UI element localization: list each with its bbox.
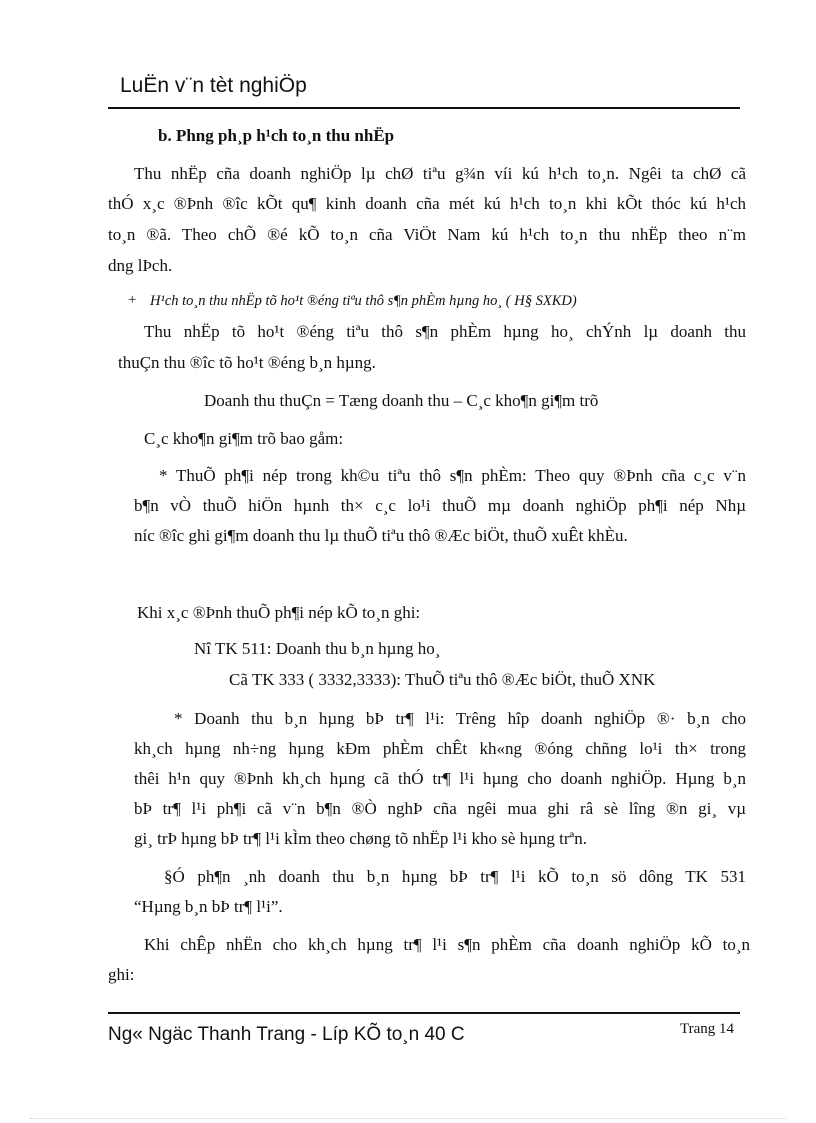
paragraph-line: §Ó ph¶n ¸nh doanh thu b¸n hµng bÞ tr¶ l¹i kÕ to¸n sö dông TK 531 <box>164 867 746 886</box>
running-header-title: LuËn v¨n tèt nghiÖp <box>120 74 307 97</box>
header-rule <box>108 107 740 109</box>
bullet-marker: + <box>128 292 137 308</box>
paragraph-line: thuÇn thu ®îc tõ ho¹t ®éng b¸n hµng. <box>118 353 376 372</box>
paragraph-line: bÞ tr¶ l¹i ph¶i cã v¨n b¶n ®Ò nghÞ cña ngêi mua ghi râ sè lîng ®n gi¸ vµ <box>134 799 746 818</box>
page-bottom-border <box>30 1118 786 1119</box>
paragraph-line: dng lÞch. <box>108 256 173 275</box>
paragraph-line: gi¸ trÞ hµng bÞ tr¶ l¹i kÌm theo chøng tõ nhËp l¹i kho sè hµng trªn. <box>134 829 587 848</box>
paragraph-line: b¶n vÒ thuÕ hiÖn hµnh th× c¸c lo¹i thuÕ mµ doanh nghiÖp ph¶i nép Nhµ <box>134 496 746 515</box>
paragraph-line: thÓ x¸c ®Þnh ®îc kÕt qu¶ kinh doanh cña mét kú h¹ch to¸n khi kÕt thóc kú h¹ch <box>108 194 746 213</box>
paragraph-line: * Doanh thu b¸n hµng bÞ tr¶ l¹i: Trêng hîp doanh nghiÖp ®· b¸n cho <box>174 709 746 728</box>
section-title: b. Phng ph¸p h¹ch to¸n thu nhËp <box>158 126 395 145</box>
entry-intro: Khi x¸c ®Þnh thuÕ ph¶i nép kÕ to¸n ghi: <box>137 603 421 622</box>
entry-debit: Nî TK 511: Doanh thu b¸n hµng ho¸ <box>194 639 441 658</box>
footer-rule <box>108 1012 740 1014</box>
formula: Doanh thu thuÇn = Tæng doanh thu – C¸c kho¶n gi¶m trõ <box>204 391 599 410</box>
paragraph-line: * ThuÕ ph¶i nép trong kh©u tiªu thô s¶n phÈm: Theo quy ®Þnh cña c¸c v¨n <box>159 466 746 485</box>
paragraph-line: to¸n ®ã. Theo chÕ ®é kÕ to¸n cña ViÖt Nam kú h¹ch to¸n thu nhËp theo n¨m <box>108 225 746 244</box>
paragraph-line: thêi h¹n quy ®Þnh kh¸ch hµng cã thÓ tr¶ l¹i hµng cho doanh nghiÖp. Hµng b¸n <box>134 769 746 788</box>
footer-page-number: Trang 14 <box>680 1021 735 1037</box>
paragraph-line: Thu nhËp tõ ho¹t ®éng tiªu thô s¶n phÈm hµng ho¸ chÝnh lµ doanh thu <box>144 322 746 341</box>
paragraph-line: ghi: <box>108 965 135 984</box>
bullet-heading: H¹ch to¸n thu nhËp tõ ho¹t ®éng tiªu thô s¶n phÈm hµng ho¸ ( H§ SXKD) <box>150 293 577 309</box>
entry-credit: Cã TK 333 ( 3332,3333): ThuÕ tiªu thô ®Æc biÖt, thuÕ XNK <box>229 670 656 689</box>
paragraph-line: “Hµng b¸n bÞ tr¶ l¹i”. <box>134 897 283 916</box>
footer-author: Ng« Ngäc Thanh Trang - Líp KÕ to¸n 40 C <box>108 1024 465 1045</box>
paragraph-line: Khi chÊp nhËn cho kh¸ch hµng tr¶ l¹i s¶n phÈm cña doanh nghiÖp kÕ to¸n <box>144 935 750 954</box>
paragraph-line: kh¸ch hµng nh÷ng hµng kÐm phÈm chÊt kh«ng ®óng chñng lo¹i th× trong <box>134 739 746 758</box>
paragraph-line: níc ®îc ghi gi¶m doanh thu lµ thuÕ tiªu thô ®Æc biÖt, thuÕ xuÊt khÈu. <box>134 526 628 545</box>
paragraph-line: Thu nhËp cña doanh nghiÖp lµ chØ tiªu g¾n víi kú h¹ch to¸n. Ngêi ta chØ cã <box>134 164 746 183</box>
deductions-intro: C¸c kho¶n gi¶m trõ bao gåm: <box>144 429 344 448</box>
